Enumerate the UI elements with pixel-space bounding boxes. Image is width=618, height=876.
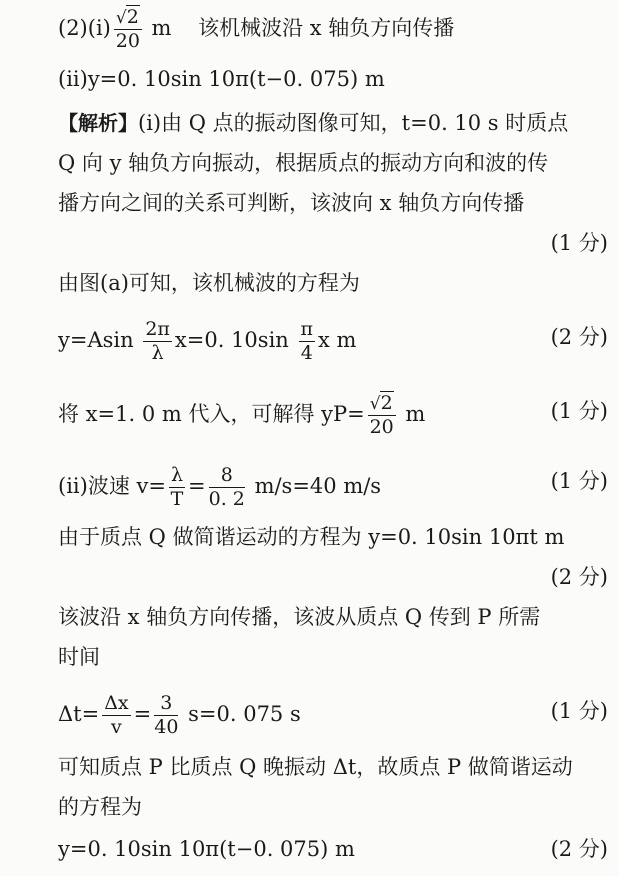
score-2: (2 分)	[550, 325, 608, 349]
pi-over-4-fraction: $\frac{\pi}{4}$	[300, 318, 313, 364]
analysis-line-6: 该波沿 x 轴负方向传播，该波从质点 Q 传到 P 所需	[58, 605, 541, 629]
equation-velocity: (ii)波速 v= $\frac{\lambda}{T}$ = $\frac{8}{0. 2}$ m/s=40 m/s	[58, 464, 382, 510]
score-1: (1 分)	[550, 231, 608, 255]
equation-p-motion: y=0. 10sin 10π(t−0. 075) m	[58, 837, 355, 861]
two-pi-over-lambda-fraction: $\frac{2\pi}{\lambda}$	[145, 318, 170, 364]
three-over-forty-fraction: $\frac{3}{40}$	[154, 692, 179, 738]
score-5: (2 分)	[550, 565, 608, 589]
equation-yp: 将 x=1. 0 m 代入，可解得 yP= $\frac{√2}{20}$ m	[58, 392, 426, 438]
part2-answer	[58, 8, 610, 51]
yp-fraction: $\frac{√2}{20}$	[369, 392, 394, 438]
equation-delta-t: Δt= $\frac{\Delta x}{v}$ = $\frac{3}{40}$ s=0. 075 s	[58, 692, 301, 738]
equation-wave: y=Asin $\frac{2\pi}{\lambda}$ x=0. 10sin $\frac{\pi}{4}$ x m	[58, 318, 357, 364]
sqrt2-over-20-fraction: $\frac{√2}{20}$	[115, 6, 140, 52]
analysis-line-7: 时间	[58, 645, 100, 669]
score-7: (2 分)	[550, 837, 608, 861]
sqrt-icon: √	[369, 394, 381, 414]
sqrt-icon: √	[115, 8, 127, 28]
score-3: (1 分)	[550, 399, 608, 423]
analysis-tag: 【解析】	[58, 111, 138, 135]
part2-unit: m	[151, 16, 172, 40]
score-6: (1 分)	[550, 699, 608, 723]
analysis-line-4: 由图(a)可知，该机械波的方程为	[58, 271, 360, 295]
analysis-line-9: 的方程为	[58, 795, 142, 819]
part2-label: (2)(i)	[58, 16, 111, 40]
part2-conclusion: 该机械波沿 x 轴负方向传播	[198, 16, 455, 40]
analysis-line-1: 【解析】(i)由 Q 点的振动图像可知，t=0. 10 s 时质点	[58, 111, 569, 135]
analysis-line-8: 可知质点 P 比质点 Q 晚振动 Δt，故质点 P 做简谐运动	[58, 755, 573, 779]
analysis-line-3: 播方向之间的关系可判断，该波向 x 轴负方向传播	[58, 191, 525, 215]
analysis-line-5: 由于质点 Q 做简谐运动的方程为 y=0. 10sin 10πt m	[58, 525, 565, 549]
score-4: (1 分)	[550, 469, 608, 493]
part2ii-answer: (ii)y=0. 10sin 10π(t−0. 075) m	[58, 67, 385, 91]
dx-over-v-fraction: $\frac{\Delta x}{v}$	[104, 692, 129, 738]
lambda-over-t-fraction: $\frac{\lambda}{T}$	[170, 464, 184, 510]
eight-over-point-two-fraction: $\frac{8}{0. 2}$	[208, 464, 245, 510]
analysis-line-2: Q 向 y 轴负方向振动，根据质点的振动方向和波的传	[58, 151, 549, 175]
